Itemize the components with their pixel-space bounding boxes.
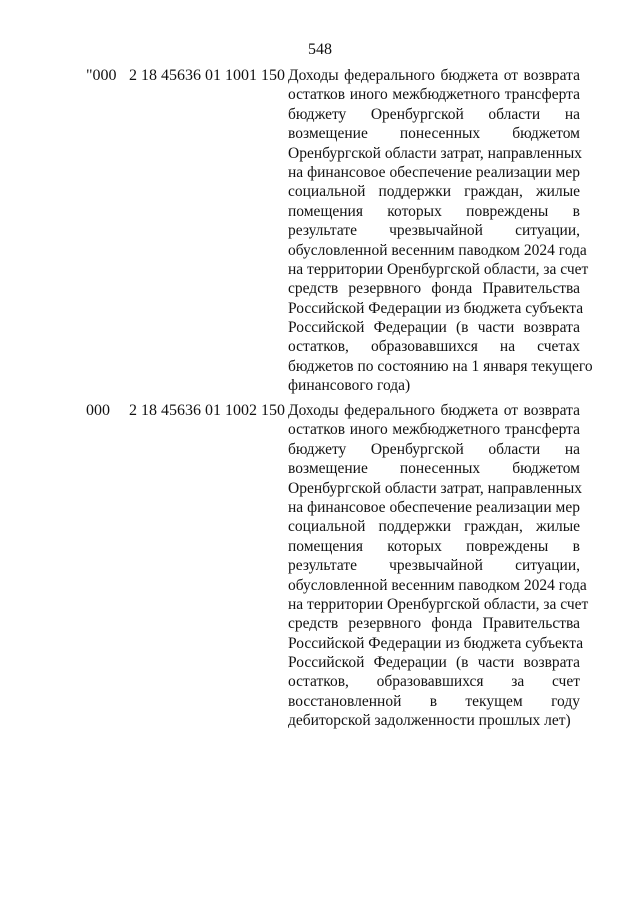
description-line: средств резервного фонда Правительства xyxy=(288,615,580,633)
description-line: обусловленной весенним паводком 2024 года xyxy=(288,576,587,594)
description-line: возмещение понесенных бюджетом xyxy=(288,460,580,478)
description-line: бюджетов по состоянию на 1 января текущего xyxy=(288,357,593,375)
description-line: остатков иного межбюджетного трансферта xyxy=(288,421,580,439)
admin-code: "000 xyxy=(86,67,117,84)
description-line: Российской Федерации (в части возврата xyxy=(288,654,580,672)
description-line: Доходы федерального бюджета от возврата xyxy=(288,402,580,419)
page-number: 548 xyxy=(308,41,332,58)
admin-code: 000 xyxy=(86,402,110,419)
description-line: Доходы федерального бюджета от возврата xyxy=(288,67,580,84)
description-line: остатков, образовавшихся за счет xyxy=(288,673,580,691)
description-line: обусловленной весенним паводком 2024 года xyxy=(288,241,587,259)
description-line: бюджету Оренбургской области на xyxy=(288,105,580,123)
description-line: возмещение понесенных бюджетом xyxy=(288,125,580,143)
description-line: средств резервного фонда Правительства xyxy=(288,280,580,298)
description-line: социальной поддержки граждан, жилые xyxy=(288,183,580,201)
budget-classification-code: 2 18 45636 01 1001 150 xyxy=(129,67,285,84)
description-line: на территории Оренбургской области, за счет xyxy=(288,595,589,613)
description-line: результате чрезвычайной ситуации, xyxy=(288,222,580,240)
description-line: Российской Федерации из бюджета субъекта xyxy=(288,634,584,652)
description-line: бюджету Оренбургской области на xyxy=(288,440,580,458)
description-line: финансового года) xyxy=(288,377,411,395)
description-line: Российской Федерации из бюджета субъекта xyxy=(288,299,584,317)
description-line: помещения которых повреждены в xyxy=(288,202,580,220)
description-line: остатков, образовавшихся на счетах xyxy=(288,338,580,356)
description-line: на финансовое обеспечение реализации мер xyxy=(288,498,580,516)
description-line: остатков иного межбюджетного трансферта xyxy=(288,86,580,104)
description-line: дебиторской задолженности прошлых лет) xyxy=(288,712,571,730)
description-line: Оренбургской области затрат, направленных xyxy=(288,479,583,497)
budget-classification-code: 2 18 45636 01 1002 150 xyxy=(129,402,285,419)
revenue-description xyxy=(288,401,589,731)
description-line: на территории Оренбургской области, за счет xyxy=(288,260,589,278)
description-line: восстановленной в текущем году xyxy=(288,692,580,710)
description-line: результате чрезвычайной ситуации, xyxy=(288,557,580,575)
description-line: Оренбургской области затрат, направленных xyxy=(288,144,583,162)
description-line: помещения которых повреждены в xyxy=(288,537,580,555)
description-line: Российской Федерации (в части возврата xyxy=(288,319,580,337)
description-line: на финансовое обеспечение реализации мер xyxy=(288,163,580,181)
revenue-description xyxy=(288,66,593,396)
description-line: социальной поддержки граждан, жилые xyxy=(288,518,580,536)
